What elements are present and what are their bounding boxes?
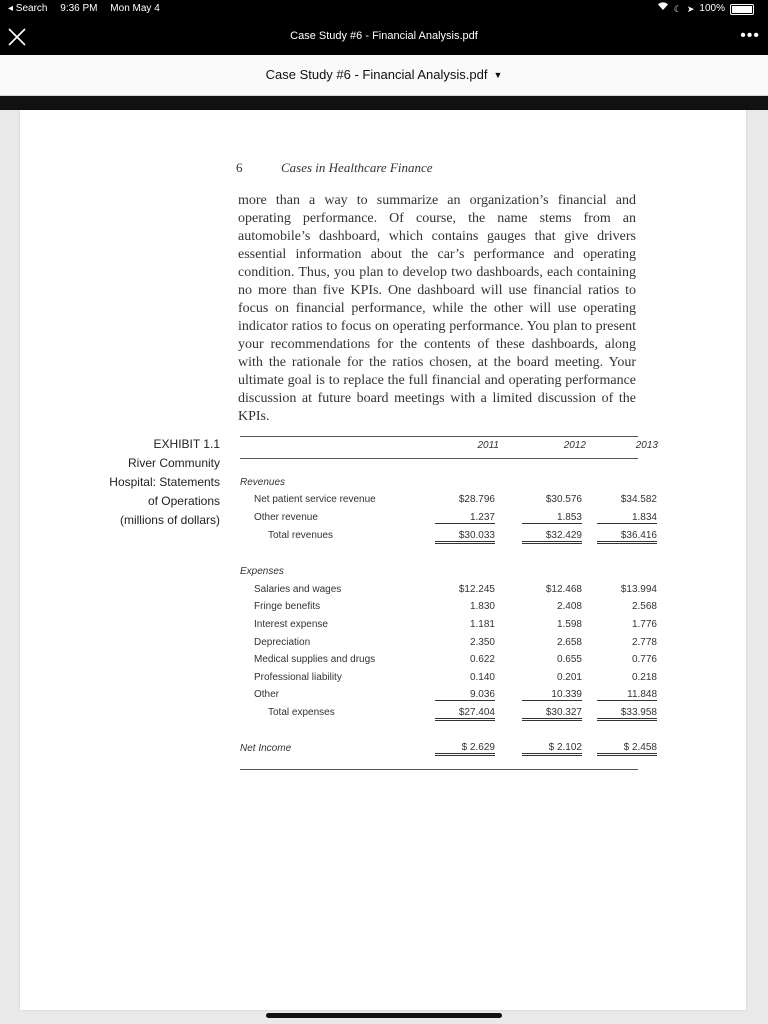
table-cell: 0.140 [469, 672, 495, 683]
table-row-label: Total expenses [268, 707, 335, 718]
table-top-rule [240, 436, 638, 437]
year-header: 2012 [563, 440, 586, 451]
viewer-top-bar [0, 18, 768, 55]
year-header: 2013 [635, 440, 658, 451]
table-cell: $36.416 [597, 530, 657, 544]
table-cell: 11.848 [597, 689, 657, 701]
header-rule [240, 458, 638, 459]
page-divider [0, 96, 768, 110]
battery-percent: 100% [699, 3, 725, 14]
table-cell: $12.245 [458, 584, 495, 595]
table-cell: 1.776 [631, 619, 657, 630]
exhibit-caption [90, 435, 220, 530]
exhibit-line: (millions of dollars) [119, 513, 220, 527]
status-date: Mon May 4 [110, 3, 160, 14]
body-paragraph: more than a way to summarize an organization’s financial and operating performance. Of course, the name stems from an automobile’s dashboard, which contains gauges that give drivers essential information about the car’s performance and operating condition. Thus, you plan to develop two dashboards, each containing no more than five KPIs. One dashboard will use financial ratios to focus on financial performance, while the other will use operating indicator ratios to focus on operating performance. You plan to present your recommendations for the contents of these dashboards, along with the rationale for the ratios chosen, at the board meeting. Your ultimate goal is to replace the full financial and operating performance discussion at future board meetings with a limited discussion of the KPIs. [238, 193, 636, 424]
table-row-label: Interest expense [254, 619, 328, 630]
table-cell: $28.796 [458, 494, 495, 505]
table-cell: $ 2.102 [522, 742, 582, 756]
table-row-label: Other [254, 689, 280, 700]
table-cell: 2.568 [631, 601, 657, 612]
exhibit-line: Hospital: Statements [109, 475, 220, 489]
chevron-down-icon[interactable]: ▼ [493, 70, 503, 80]
table-cell: $34.582 [620, 494, 657, 505]
net-income-label: Net Income [240, 743, 292, 754]
table-row-label: Depreciation [254, 637, 311, 648]
moon-icon: ☾ [673, 4, 682, 14]
exhibit-line: River Community [127, 456, 220, 470]
status-bar [0, 0, 768, 18]
wifi-icon [657, 0, 669, 18]
table-row-label: Total revenues [268, 530, 334, 541]
table-cell: $27.404 [435, 707, 495, 721]
table-cell: 0.622 [469, 654, 495, 665]
expenses-heading: Expenses [240, 566, 284, 577]
pdf-page [20, 110, 746, 1010]
document-title: Case Study #6 - Financial Analysis.pdf [265, 67, 488, 82]
table-row-label: Professional liability [254, 672, 342, 683]
table-cell: 1.237 [435, 512, 495, 524]
home-indicator[interactable] [266, 1013, 502, 1018]
table-bottom-rule [240, 769, 638, 770]
exhibit-line: EXHIBIT 1.1 [153, 437, 220, 451]
table-cell: $12.468 [545, 584, 582, 595]
statement-table [240, 110, 658, 1010]
page-number: 6 [236, 160, 243, 175]
table-cell: 2.658 [556, 637, 582, 648]
table-row-label: Salaries and wages [254, 584, 342, 595]
table-row-label: Medical supplies and drugs [254, 654, 376, 665]
revenues-heading: Revenues [240, 477, 286, 488]
table-cell: 2.408 [556, 601, 582, 612]
table-cell: 0.201 [556, 672, 582, 683]
table-cell: 1.181 [469, 619, 495, 630]
table-cell: $13.994 [620, 584, 657, 595]
table-row-label: Fringe benefits [254, 601, 321, 612]
battery-icon [730, 4, 754, 15]
table-cell: 0.218 [631, 672, 657, 683]
table-cell: 0.776 [631, 654, 657, 665]
table-cell: 1.830 [469, 601, 495, 612]
table-cell: $ 2.458 [597, 742, 657, 756]
table-cell: 10.339 [522, 689, 582, 701]
table-cell: 1.598 [556, 619, 582, 630]
running-head: Cases in Healthcare Finance [281, 160, 433, 175]
table-cell: 1.834 [597, 512, 657, 524]
table-cell: $30.327 [522, 707, 582, 721]
table-cell: 2.778 [631, 637, 657, 648]
table-cell: 2.350 [469, 637, 495, 648]
table-cell: $30.033 [435, 530, 495, 544]
table-cell: $32.429 [522, 530, 582, 544]
table-row-label: Net patient service revenue [254, 494, 376, 505]
year-header: 2011 [477, 440, 499, 451]
status-time: 9:36 PM [60, 3, 98, 14]
table-cell: 1.853 [522, 512, 582, 524]
location-icon: ➤ [686, 4, 695, 14]
more-options-icon[interactable]: ••• [740, 27, 760, 44]
table-row-label: Other revenue [254, 512, 318, 523]
viewer-title: Case Study #6 - Financial Analysis.pdf [290, 30, 478, 42]
back-to-search-link[interactable]: ◂ Search [8, 3, 48, 14]
exhibit-line: of Operations [147, 494, 220, 508]
document-title-bar[interactable] [0, 55, 768, 96]
table-cell: $ 2.629 [435, 742, 495, 756]
table-cell: 9.036 [435, 689, 495, 701]
table-cell: 0.655 [556, 654, 582, 665]
table-cell: $33.958 [597, 707, 657, 721]
table-cell: $30.576 [545, 494, 582, 505]
